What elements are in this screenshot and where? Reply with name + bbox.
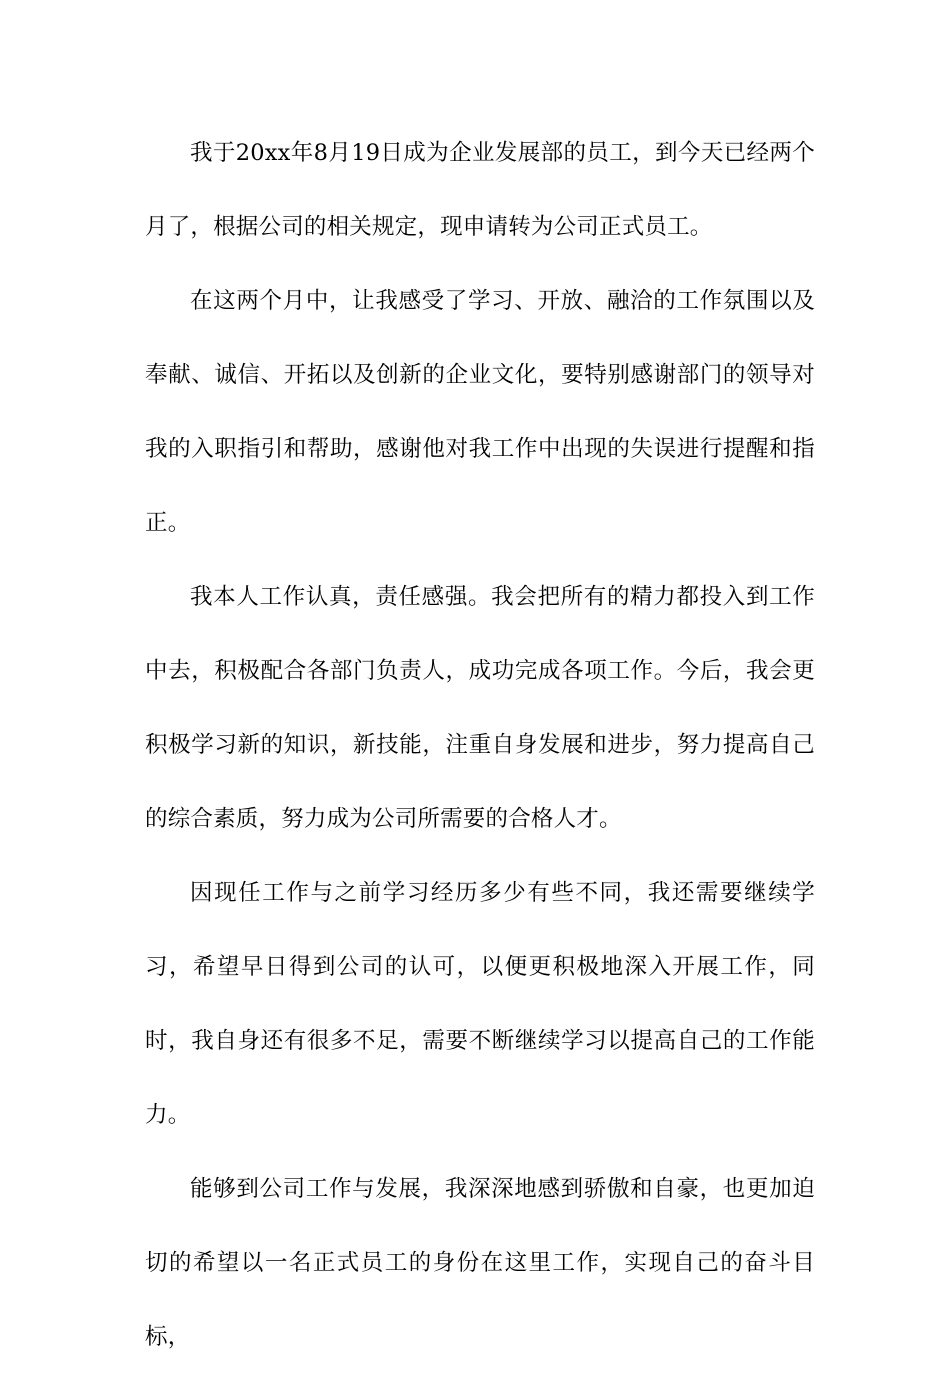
paragraph-1: 我于20xx年8月19日成为企业发展部的员工，到今天已经两个月了，根据公司的相关规定，现申请转为公司正式员工。 [145, 140, 815, 240]
paragraph-3: 我本人工作认真，责任感强。我会把所有的精力都投入到工作中去，积极配合各部门负责人，成功完成各项工作。今后，我会更积极学习新的知识，新技能，注重自身发展和进步，努力提高自己的综合素质，努力成为公司所需要的合格人才。 [145, 584, 815, 832]
paragraph-4: 因现任工作与之前学习经历多少有些不同，我还需要继续学习，希望早日得到公司的认可，以便更积极地深入开展工作，同时，我自身还有很多不足，需要不断继续学习以提高自己的工作能力。 [145, 880, 815, 1128]
paragraph-2: 在这两个月中，让我感受了学习、开放、融洽的工作氛围以及奉献、诚信、开拓以及创新的企业文化，要特别感谢部门的领导对我的入职指引和帮助，感谢他对我工作中出现的失误进行提醒和指正。 [145, 288, 815, 536]
document-body [145, 116, 815, 1374]
paragraph-5: 能够到公司工作与发展，我深深地感到骄傲和自豪，也更加迫切的希望以一名正式员工的身份在这里工作，实现自己的奋斗目标， [145, 1176, 815, 1350]
